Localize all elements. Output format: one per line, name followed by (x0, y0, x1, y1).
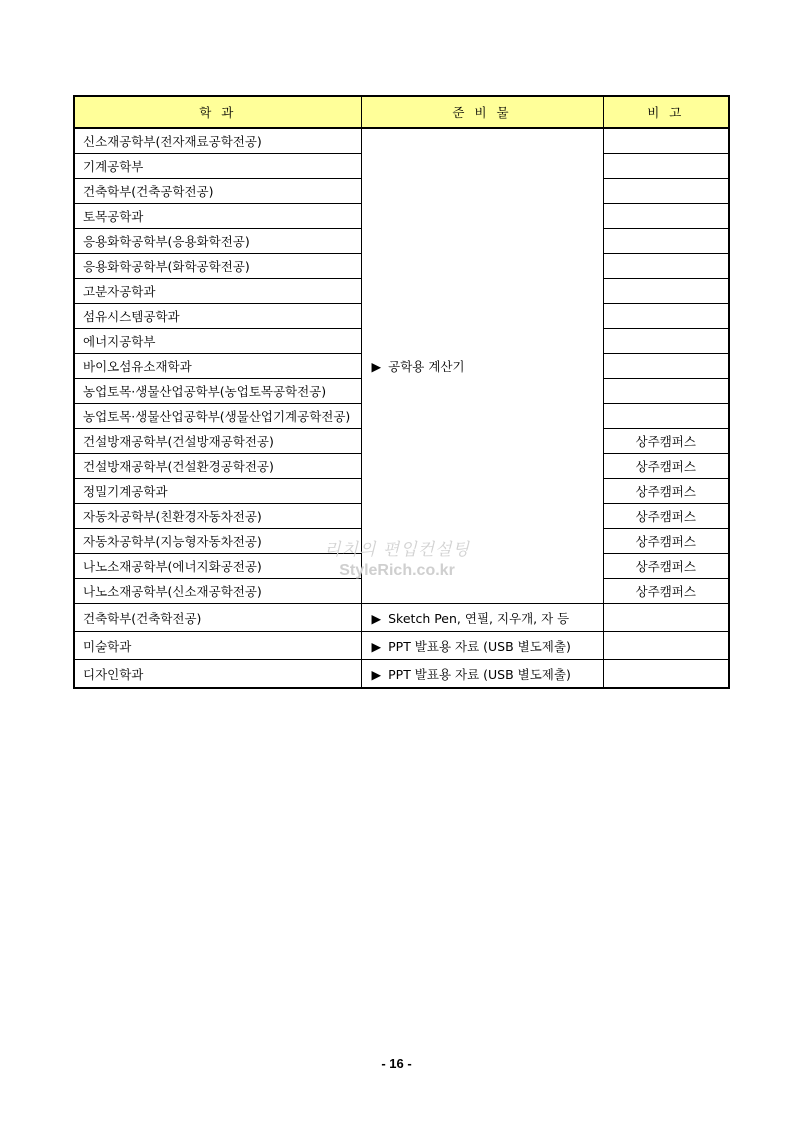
department-cell: 건설방재공학부(건설방재공학전공) (74, 429, 361, 454)
marker-icon: ▶ (371, 359, 382, 374)
department-cell: 건축학부(건축학전공) (74, 604, 361, 632)
note-cell: 상주캠퍼스 (603, 429, 729, 454)
department-cell: 에너지공학부 (74, 329, 361, 354)
preparation-text: PPT 발표용 자료 (USB 별도제출) (388, 638, 571, 654)
note-cell: 상주캠퍼스 (603, 579, 729, 604)
note-cell (603, 660, 729, 689)
table-row (74, 632, 729, 660)
department-cell: 건설방재공학부(건설환경공학전공) (74, 454, 361, 479)
note-cell: 상주캠퍼스 (603, 504, 729, 529)
note-cell (603, 304, 729, 329)
note-cell (603, 154, 729, 179)
note-cell (603, 404, 729, 429)
table-row (74, 604, 729, 632)
table-row (74, 660, 729, 689)
department-cell: 응용화학공학부(화학공학전공) (74, 254, 361, 279)
note-cell (603, 279, 729, 304)
department-cell: 기계공학부 (74, 154, 361, 179)
department-cell: 응용화학공학부(응용화학전공) (74, 229, 361, 254)
note-cell: 상주캠퍼스 (603, 454, 729, 479)
department-cell: 농업토목·생물산업공학부(생물산업기계공학전공) (74, 404, 361, 429)
page-number: - 16 - (381, 1056, 412, 1071)
preparation-cell (361, 660, 603, 689)
department-cell: 농업토목·생물산업공학부(농업토목공학전공) (74, 379, 361, 404)
department-cell: 건축학부(건축공학전공) (74, 179, 361, 204)
preparation-table (73, 95, 730, 689)
marker-icon: ▶ (371, 638, 382, 654)
note-cell (603, 229, 729, 254)
table-header-row (74, 96, 729, 128)
note-cell (603, 604, 729, 632)
preparation-text: PPT 발표용 자료 (USB 별도제출) (388, 666, 571, 682)
department-cell: 디자인학과 (74, 660, 361, 689)
department-cell: 바이오섬유소재학과 (74, 354, 361, 379)
note-cell (603, 329, 729, 354)
department-cell: 섬유시스템공학과 (74, 304, 361, 329)
note-cell (603, 379, 729, 404)
preparation-text: Sketch Pen, 연필, 지우개, 자 등 (388, 610, 570, 626)
marker-icon: ▶ (371, 666, 382, 682)
preparation-text: 공학용 계산기 (388, 359, 465, 374)
department-cell: 자동차공학부(친환경자동차전공) (74, 504, 361, 529)
preparation-cell (361, 632, 603, 660)
note-cell (603, 204, 729, 229)
department-cell: 신소재공학부(전자재료공학전공) (74, 128, 361, 154)
note-cell (603, 354, 729, 379)
note-cell (603, 179, 729, 204)
department-cell: 미술학과 (74, 632, 361, 660)
merged-preparation-cell (361, 128, 603, 604)
note-cell (603, 254, 729, 279)
department-cell: 자동차공학부(지능형자동차전공) (74, 529, 361, 554)
watermark-line2: StyleRich.co.kr (339, 562, 455, 579)
department-cell: 토목공학과 (74, 204, 361, 229)
marker-icon: ▶ (371, 610, 382, 626)
department-cell: 나노소재공학부(신소재공학전공) (74, 579, 361, 604)
department-cell: 나노소재공학부(에너지화공전공) (74, 554, 361, 579)
header-preparation: 준 비 물 (361, 96, 603, 128)
note-cell: 상주캠퍼스 (603, 554, 729, 579)
table-row (74, 128, 729, 154)
note-cell: 상주캠퍼스 (603, 479, 729, 504)
note-cell (603, 128, 729, 154)
header-department: 학 과 (74, 96, 361, 128)
note-cell: 상주캠퍼스 (603, 529, 729, 554)
preparation-cell (361, 604, 603, 632)
note-cell (603, 632, 729, 660)
header-note: 비 고 (603, 96, 729, 128)
watermark-line1: 리치의 편입컨설팅 (324, 540, 470, 560)
department-cell: 정밀기계공학과 (74, 479, 361, 504)
department-cell: 고분자공학과 (74, 279, 361, 304)
